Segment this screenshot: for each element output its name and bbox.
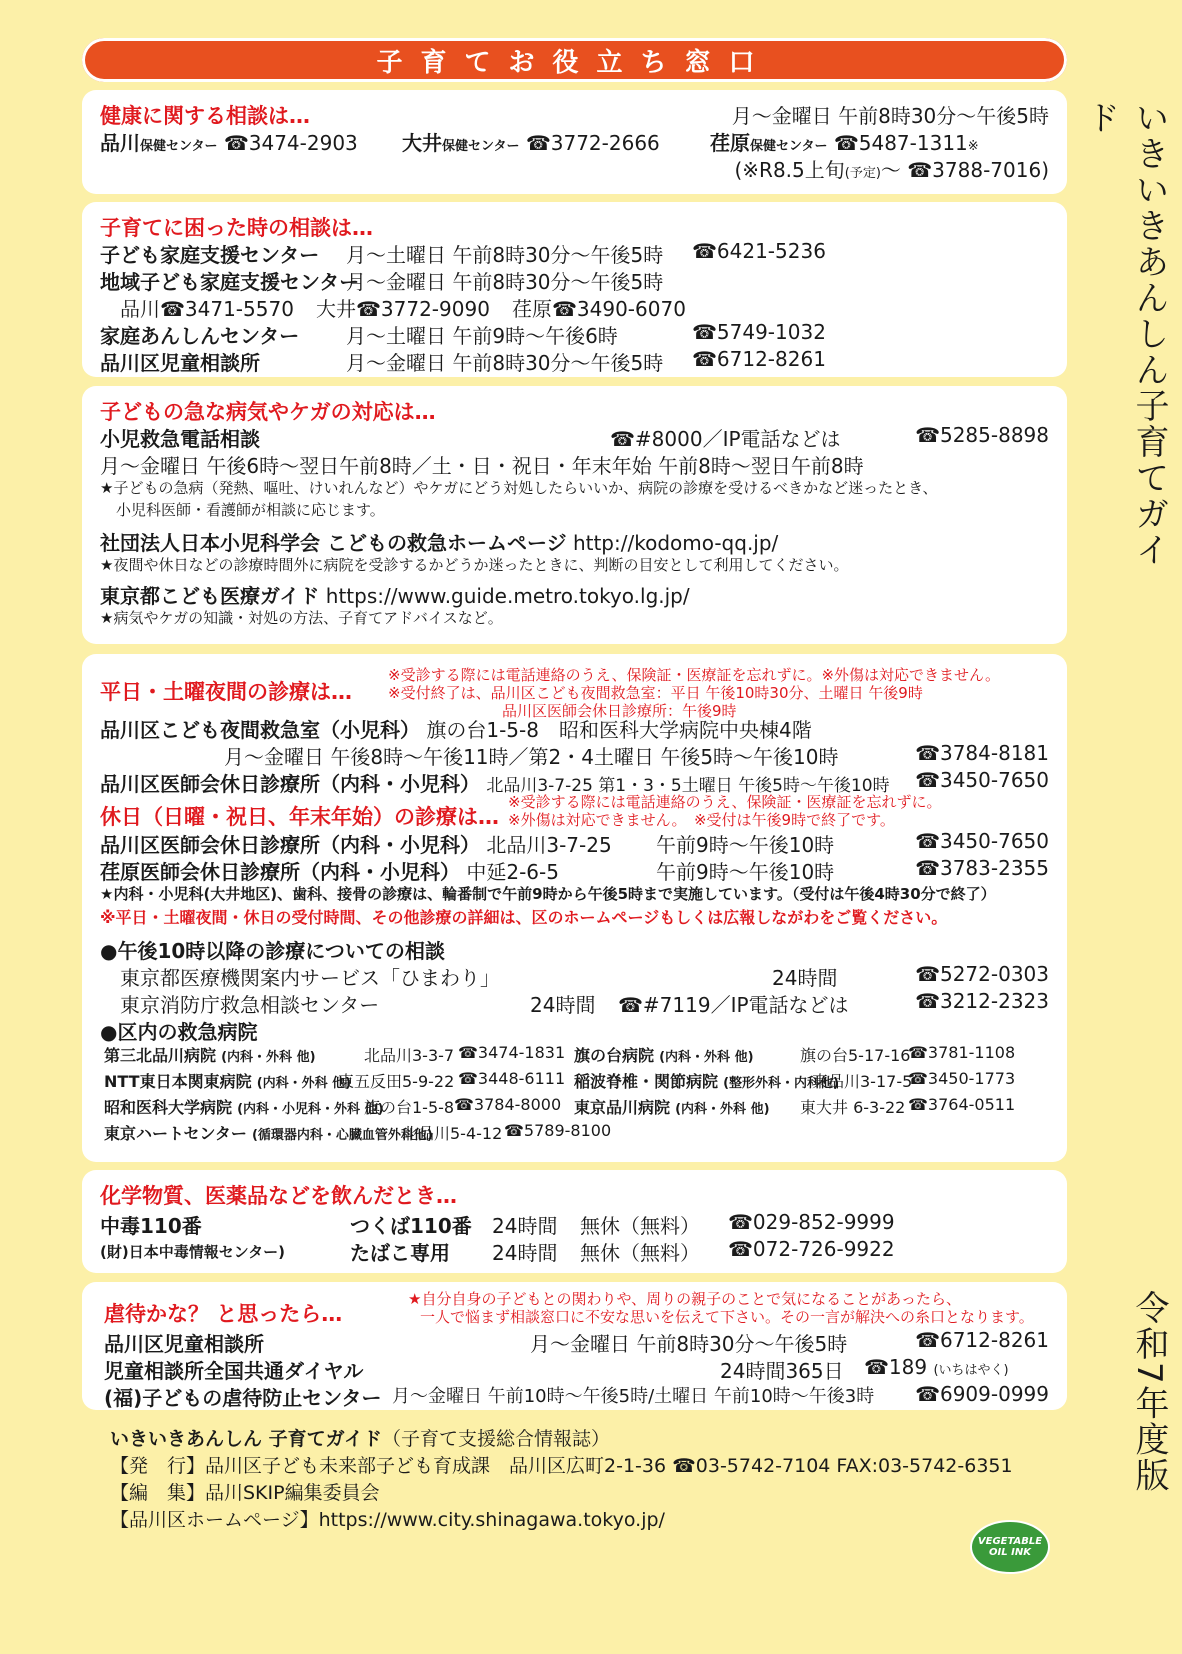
tel: ☎6909-0999 [915, 1382, 1049, 1406]
footer-title [110, 1424, 610, 1451]
jps-site: 社団法人日本小児科学会 こどもの救急ホームページ [100, 531, 567, 555]
hospital-address: 旗の台1-5-8 [364, 1098, 455, 1117]
holiday-clinic-sat-tel: ☎3450-7650 [915, 768, 1049, 792]
tokyo-guide: 東京都こども医療ガイド [100, 584, 320, 608]
holiday-heading: 休日（日曜・祝日、年末年始）の診療は… [100, 805, 499, 829]
holiday-clinic-sat-info: 北品川3-7-25 第1・3・5土曜日 午後5時～午後10時 [486, 776, 890, 796]
tel-8000: ☎#8000／IP電話などは [610, 427, 841, 451]
tel: ☎5272-0303 [915, 962, 1049, 986]
hours: 午前9時～午後10時 [656, 833, 835, 857]
night-heading: 平日・土曜夜間の診療は… [100, 680, 352, 704]
poison-110: 中毒110番 [100, 1214, 202, 1238]
hospital-name: 昭和医科大学病院 [104, 1098, 233, 1117]
hospital-tel: ☎3781-1108 [908, 1043, 1016, 1062]
abuse-heading: 虐待かな？ と思ったら… [104, 1302, 343, 1326]
logo-text-1: VEGETABLE [977, 1536, 1043, 1547]
abuse-note-1: ★自分自身の子どもとの関わりや、周りの親子のことで気になることがあったら、 [408, 1290, 962, 1308]
hospital-name: NTT東日本関東病院 [104, 1072, 252, 1091]
hospital-heading: ●区内の救急病院 [100, 1020, 258, 1044]
future-note-sub: (予定) [844, 166, 881, 181]
hospital-tel: ☎3764-0511 [908, 1095, 1016, 1114]
hospital-row [100, 1121, 1049, 1147]
emergency-heading: 子どもの急な病気やケガの対応は… [100, 400, 436, 424]
regional-support-center: 地域子ども家庭支援センター [100, 270, 360, 294]
hospital-name: 稲波脊椎・関節病院 [574, 1072, 719, 1091]
hospital-name: 第三北品川病院 [104, 1046, 217, 1065]
tel-ebara: ☎5487-1311 [833, 131, 968, 155]
poison-heading: 化学物質、医薬品などを飲んだとき… [100, 1184, 457, 1208]
hospital-name: 旗の台病院 [574, 1046, 655, 1065]
abuse-note-2: 一人で悩まず相談窓口に不安な思いを伝えて下さい。その一言が解決への糸口となります。 [420, 1308, 1034, 1326]
night-note-1: ※受診する際には電話連絡のうえ、保険証・医療証を忘れずに。※外傷は対応できません。 [388, 666, 1000, 684]
tel-oi: ☎3772-2666 [525, 131, 660, 155]
hospital-address: 旗の台5-17-16 [800, 1046, 911, 1065]
guide-title: いきいきあんしん 子育てガイド [110, 1428, 383, 1450]
night-clinic-hours: 月～金曜日 午後8時～午後11時／第2・4土曜日 午後5時～午後10時 [224, 745, 839, 769]
tel: ☎072-726-9922 [728, 1237, 895, 1261]
holidays: 無休（無料） [580, 1241, 700, 1265]
poison-center: (財)日本中毒情報センター) [100, 1243, 285, 1261]
center-shinagawa: 品川 [100, 131, 140, 155]
footer-homepage[interactable]: 【品川区ホームページ】https://www.city.shinagawa.tokyo.jp/ [110, 1509, 665, 1531]
night-note-2: ※受付終了は、品川区こども夜間救急室：平日 午後10時30分、土曜日 午後9時 [388, 684, 923, 702]
jps-link[interactable]: http://kodomo-qq.jp/ [572, 531, 779, 555]
hours: 月～金曜日 午前10時～午後5時/土曜日 午前10時～午後3時 [392, 1386, 875, 1407]
tel-ebara: 荏原☎3490-6070 [512, 297, 686, 321]
shinagawa-holiday-clinic: 品川区医師会休日診療所（内科・小児科） [100, 833, 480, 857]
center-label: 保健センター [442, 139, 520, 154]
holiday-note-1: ※受診する際には電話連絡のうえ、保険証・医療証を忘れずに。 [508, 793, 942, 811]
guide-subtitle: （子育て支援総合情報誌） [382, 1428, 611, 1450]
hours: 24時間 [492, 1241, 558, 1265]
center-label: 保健センター [140, 139, 218, 154]
night-clinic: 品川区こども夜間救急室（小児科） [100, 718, 420, 742]
childcare-card [82, 202, 1067, 377]
hospital-dept: (循環器内科・心臓血管外科他) [251, 1128, 433, 1143]
hospital-row [100, 1095, 1049, 1121]
tel: ☎3783-2355 [915, 856, 1049, 880]
tokyo-guide-note: ★病気やケガの知識・対処の方法、子育てアドバイスなど。 [100, 609, 503, 627]
hours: 24時間365日 [720, 1359, 844, 1383]
footer-editor: 【編 集】品川SKIP編集委員会 [110, 1482, 380, 1504]
tel: ☎3450-7650 [915, 829, 1049, 853]
phone-note-2: 小児科医師・看護師が相談に応じます。 [116, 501, 385, 519]
center-label: 保健センター [750, 139, 828, 154]
night-clinic-address: 旗の台1-5-8 昭和医科大学病院中央棟4階 [426, 718, 812, 742]
hospital-address: 北品川5-4-12 [402, 1124, 503, 1143]
abuse-card [82, 1282, 1067, 1410]
health-card [82, 90, 1067, 194]
hours: 24時間 [530, 993, 596, 1017]
tel-shinagawa: 品川☎3471-5570 [120, 297, 294, 321]
hours: 24時間 [492, 1214, 558, 1238]
hospital-dept: (内科・小児科・外科 他) [237, 1102, 384, 1117]
family-anshin-center: 家庭あんしんセンター [100, 324, 300, 348]
future-note: (※R8.5上旬 [734, 158, 845, 182]
hospital-address: 東大井 6-3-22 [800, 1098, 906, 1117]
hospital-row [100, 1043, 1049, 1069]
tel: ☎6421-5236 [692, 239, 826, 263]
holiday-note-2: ※外傷は対応できません。 ※受付は午後9時で終了です。 [508, 811, 895, 829]
hospital-address: 北品川3-3-7 [364, 1046, 455, 1065]
hours: 月～土曜日 午前9時～午後6時 [346, 324, 618, 348]
hours: 月～金曜日 午前8時30分～午後5時 [530, 1332, 848, 1356]
hospital-tel: ☎3448-6111 [458, 1069, 566, 1088]
hospital-address: 東五反田5-9-22 [338, 1072, 455, 1091]
tel: ☎6712-8261 [692, 347, 826, 371]
emergency-card [82, 386, 1067, 644]
tel: ☎029-852-9999 [728, 1210, 895, 1234]
hours: 午前9時～午後10時 [656, 860, 835, 884]
night-note-3: 品川区医師会休日診療所：午後9時 [502, 702, 737, 720]
hospital-tel: ☎5789-8100 [504, 1121, 612, 1140]
health-hours: 月～金曜日 午前8時30分～午後5時 [731, 104, 1049, 128]
hospital-dept: (整形外科・内科他) [723, 1076, 839, 1091]
tel-189: ☎189 [864, 1355, 928, 1379]
hospital-name: 東京ハートセンター [104, 1124, 247, 1143]
hospital-address: 東品川3-17-5 [812, 1072, 913, 1091]
tokyo-guide-link[interactable]: https://www.guide.metro.tokyo.lg.jp/ [325, 584, 690, 608]
section-banner: 子育てお役立ち窓口 [82, 38, 1067, 82]
hospital-dept: (内科・外科 他) [659, 1050, 754, 1065]
tel: ☎6712-8261 [915, 1328, 1049, 1352]
tel-189-reading: (いちはやく) [933, 1363, 1009, 1378]
phone-note: ★子どもの急病（発熱、嘔吐、けいれんなど）やケガにどう対処したらいいか、病院の診療を受けるべきかなど迷ったとき、 [100, 479, 938, 497]
address: 北品川3-7-25 [486, 833, 612, 857]
hours: 24時間 [772, 966, 838, 990]
tel-ip: ☎5285-8898 [915, 423, 1049, 447]
fire-dept-center: 東京消防庁救急相談センター [120, 993, 380, 1017]
phone-hours: 月～金曜日 午後6時～翌日午前8時／土・日・祝日・年末年始 午前8時～翌日午前8時 [100, 454, 864, 478]
tel-shinagawa: ☎3474-2903 [223, 131, 358, 155]
details-note: ※平日・土曜夜間・休日の受付時間、その他診療の詳細は、区のホームページもしくは広報しながわをご覧ください。 [100, 908, 948, 927]
child-guidance-center: 品川区児童相談所 [100, 351, 260, 375]
tel-oi: 大井☎3772-9090 [316, 297, 490, 321]
pediatric-phone: 小児救急電話相談 [100, 427, 260, 451]
hospital-dept: (内科・外科 他) [675, 1102, 770, 1117]
footer-publisher: 【発 行】品川区子ども未来部子ども育成課 品川区広町2-1-36 ☎03-5742-7104 FAX:03-5742-6351 [110, 1455, 1013, 1477]
tel-ip: ☎3212-2323 [915, 989, 1049, 1013]
child-guidance-center: 品川区児童相談所 [104, 1332, 264, 1356]
tel-7119: ☎#7119／IP電話などは [618, 993, 849, 1017]
abuse-prevention-center: (福)子どもの虐待防止センター [104, 1386, 382, 1410]
hospital-tel: ☎3784-8000 [454, 1095, 562, 1114]
poison-card [82, 1170, 1067, 1273]
hospital-dept: (内科・外科 他) [221, 1050, 316, 1065]
hours: 月～金曜日 午前8時30分～午後5時 [346, 351, 664, 375]
hospital-name: 東京品川病院 [574, 1098, 671, 1117]
hospital-tel: ☎3474-1831 [458, 1043, 566, 1062]
holiday-clinic-sat: 品川区医師会休日診療所（内科・小児科） [100, 772, 480, 796]
rotation-note: ★内科・小児科(大井地区)、歯科、接骨の診療は、輪番制で午前9時から午後5時まで実施しています。（受付は午後4時30分で終了） [100, 885, 996, 903]
side-guide-title: いきいきあんしん子育てガイド [1080, 100, 1169, 568]
note-mark: ※ [967, 139, 979, 154]
side-year: 令和7年度版 [1129, 1290, 1169, 1494]
center-oi: 大井 [402, 131, 442, 155]
night-clinic-tel: ☎3784-8181 [915, 741, 1049, 765]
night-card [82, 654, 1067, 1162]
hours: 月～金曜日 午前8時30分～午後5時 [346, 270, 664, 294]
childcare-heading: 子育てに困った時の相談は… [100, 216, 373, 240]
after-10pm-heading: ●午後10時以降の診療についての相談 [100, 939, 445, 963]
hospital-dept: (内科・外科 他) [256, 1076, 352, 1091]
vegetable-oil-ink-logo [970, 1520, 1050, 1574]
tsukuba-110: つくば110番 [350, 1214, 472, 1238]
center-ebara: 荏原 [710, 131, 750, 155]
holidays: 無休（無料） [580, 1214, 700, 1238]
tel: ☎5749-1032 [692, 320, 826, 344]
tobacco-line: たばこ専用 [350, 1241, 450, 1265]
national-dial: 児童相談所全国共通ダイヤル [104, 1359, 364, 1383]
family-support-center: 子ども家庭支援センター [100, 243, 320, 267]
jps-note: ★夜間や休日などの診療時間外に病院を受診するかどうか迷ったときに、判断の目安として利用してください。 [100, 556, 849, 574]
hours: 月～土曜日 午前8時30分～午後5時 [346, 243, 664, 267]
himawari: 東京都医療機関案内サービス「ひまわり」 [120, 966, 500, 990]
hospital-row [100, 1069, 1049, 1095]
address: 中延2-6-5 [466, 860, 559, 884]
health-heading: 健康に関する相談は… [100, 104, 310, 128]
ebara-holiday-clinic: 荏原医師会休日診療所（内科・小児科） [100, 860, 460, 884]
future-tel: ～ ☎3788-7016) [880, 158, 1049, 182]
logo-text-2: OIL INK [989, 1547, 1031, 1558]
hospital-tel: ☎3450-1773 [908, 1069, 1016, 1088]
